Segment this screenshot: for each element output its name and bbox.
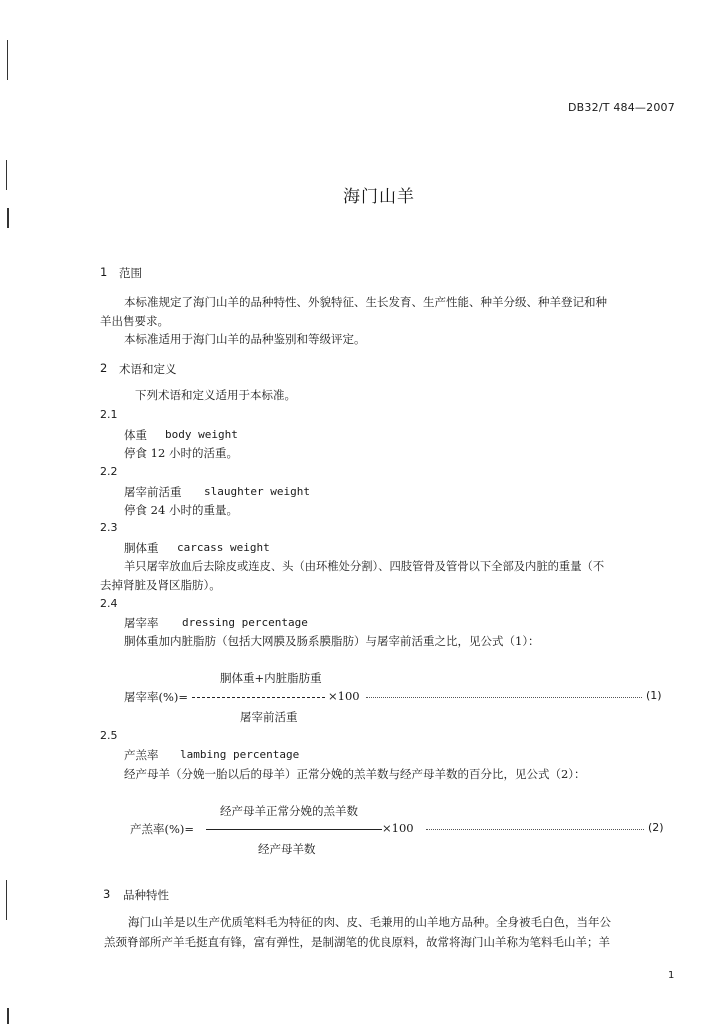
formula-2-factor: ×100 — [382, 821, 414, 835]
section-1-heading: 范围 — [119, 266, 142, 280]
formula-2-fraction-bar — [206, 829, 382, 830]
standard-number: DB32/T 484—2007 — [568, 101, 675, 114]
term-definition: 羊只屠宰放血后去除皮或连皮、头（由环椎处分割）、四肢管骨及管骨以下全部及内脏的重量（不 — [124, 560, 605, 573]
term-number: 2.2 — [100, 465, 118, 478]
formula-1-equation-number: (1) — [646, 689, 662, 702]
scan-edge-mark — [7, 40, 8, 80]
term-number: 2.5 — [100, 729, 118, 742]
scan-edge-mark — [7, 1008, 9, 1024]
formula-2-leader-dots — [426, 829, 644, 830]
term-chinese-name: 产羔率 — [124, 748, 159, 762]
section-1-number: 1 — [100, 265, 108, 279]
term-definition-continued: 去掉肾脏及肾区脂肪）。 — [100, 578, 221, 592]
section-2-intro: 下列术语和定义适用于本标准。 — [135, 388, 296, 402]
term-chinese-name: 体重 — [124, 428, 147, 442]
section-3-paragraph-line: 海门山羊是以生产优质笔料毛为特征的肉、皮、毛兼用的山羊地方品种。全身被毛白色，当年公 — [128, 915, 611, 929]
term-chinese-name: 屠宰前活重 — [124, 485, 182, 499]
formula-1-leader-dots — [366, 697, 642, 698]
term-english-name: slaughter weight — [204, 485, 310, 498]
section-2-number: 2 — [100, 361, 108, 375]
page-title: 海门山羊 — [343, 187, 415, 207]
scan-edge-mark — [6, 880, 7, 920]
term-english-name: carcass weight — [177, 541, 270, 554]
section-3-paragraph-line: 羔颈脊部所产羊毛挺直有锋，富有弹性，是制湖笔的优良原料，故常将海门山羊称为笔料毛山羊；羊 — [104, 935, 610, 949]
section-1-scope-paragraph: 本标准适用于海门山羊的品种鉴别和等级评定。 — [124, 332, 366, 346]
formula-2-denominator: 经产母羊数 — [258, 842, 316, 856]
term-number: 2.3 — [100, 521, 118, 534]
scan-edge-mark — [6, 160, 7, 190]
section-3-heading: 品种特性 — [123, 888, 169, 902]
formula-2-numerator: 经产母羊正常分娩的羔羊数 — [220, 804, 358, 818]
section-2-heading: 术语和定义 — [119, 362, 177, 376]
section-1-paragraph-line: 本标准规定了海门山羊的品种特性、外貌特征、生长发育、生产性能、种羊分级、种羊登记和种 — [124, 295, 607, 309]
scan-edge-mark — [7, 208, 9, 228]
term-definition: 胴体重加内脏脂肪（包括大网膜及肠系膜脂肪）与屠宰前活重之比，见公式（1）： — [124, 634, 540, 648]
page-number: 1 — [668, 970, 675, 981]
section-3-number: 3 — [103, 887, 111, 901]
formula-2-equation-number: (2) — [648, 821, 664, 834]
term-number: 2.4 — [100, 597, 118, 610]
term-english-name: lambing percentage — [180, 748, 300, 761]
term-definition: 经产母羊（分娩一胎以后的母羊）正常分娩的羔羊数与经产母羊数的百分比，见公式（2）： — [124, 767, 586, 781]
term-chinese-name: 屠宰率 — [124, 616, 159, 630]
term-english-name: body weight — [165, 428, 238, 441]
formula-1-numerator: 胴体重+内脏脂肪重 — [220, 671, 322, 685]
term-english-name: dressing percentage — [182, 616, 308, 629]
section-1-paragraph-line: 羊出售要求。 — [100, 314, 169, 328]
formula-1-denominator: 屠宰前活重 — [240, 710, 298, 724]
term-definition: 停食 12 小时的活重。 — [124, 446, 238, 460]
formula-1-lhs: 屠宰率(%)= — [124, 690, 189, 704]
term-definition: 停食 24 小时的重量。 — [124, 503, 238, 517]
formula-2-lhs: 产羔率(%)= — [130, 822, 195, 836]
term-number: 2.1 — [100, 408, 118, 421]
formula-1-factor: ×100 — [328, 689, 360, 703]
formula-1-fraction-bar — [192, 697, 325, 698]
term-chinese-name: 胴体重 — [124, 541, 159, 555]
